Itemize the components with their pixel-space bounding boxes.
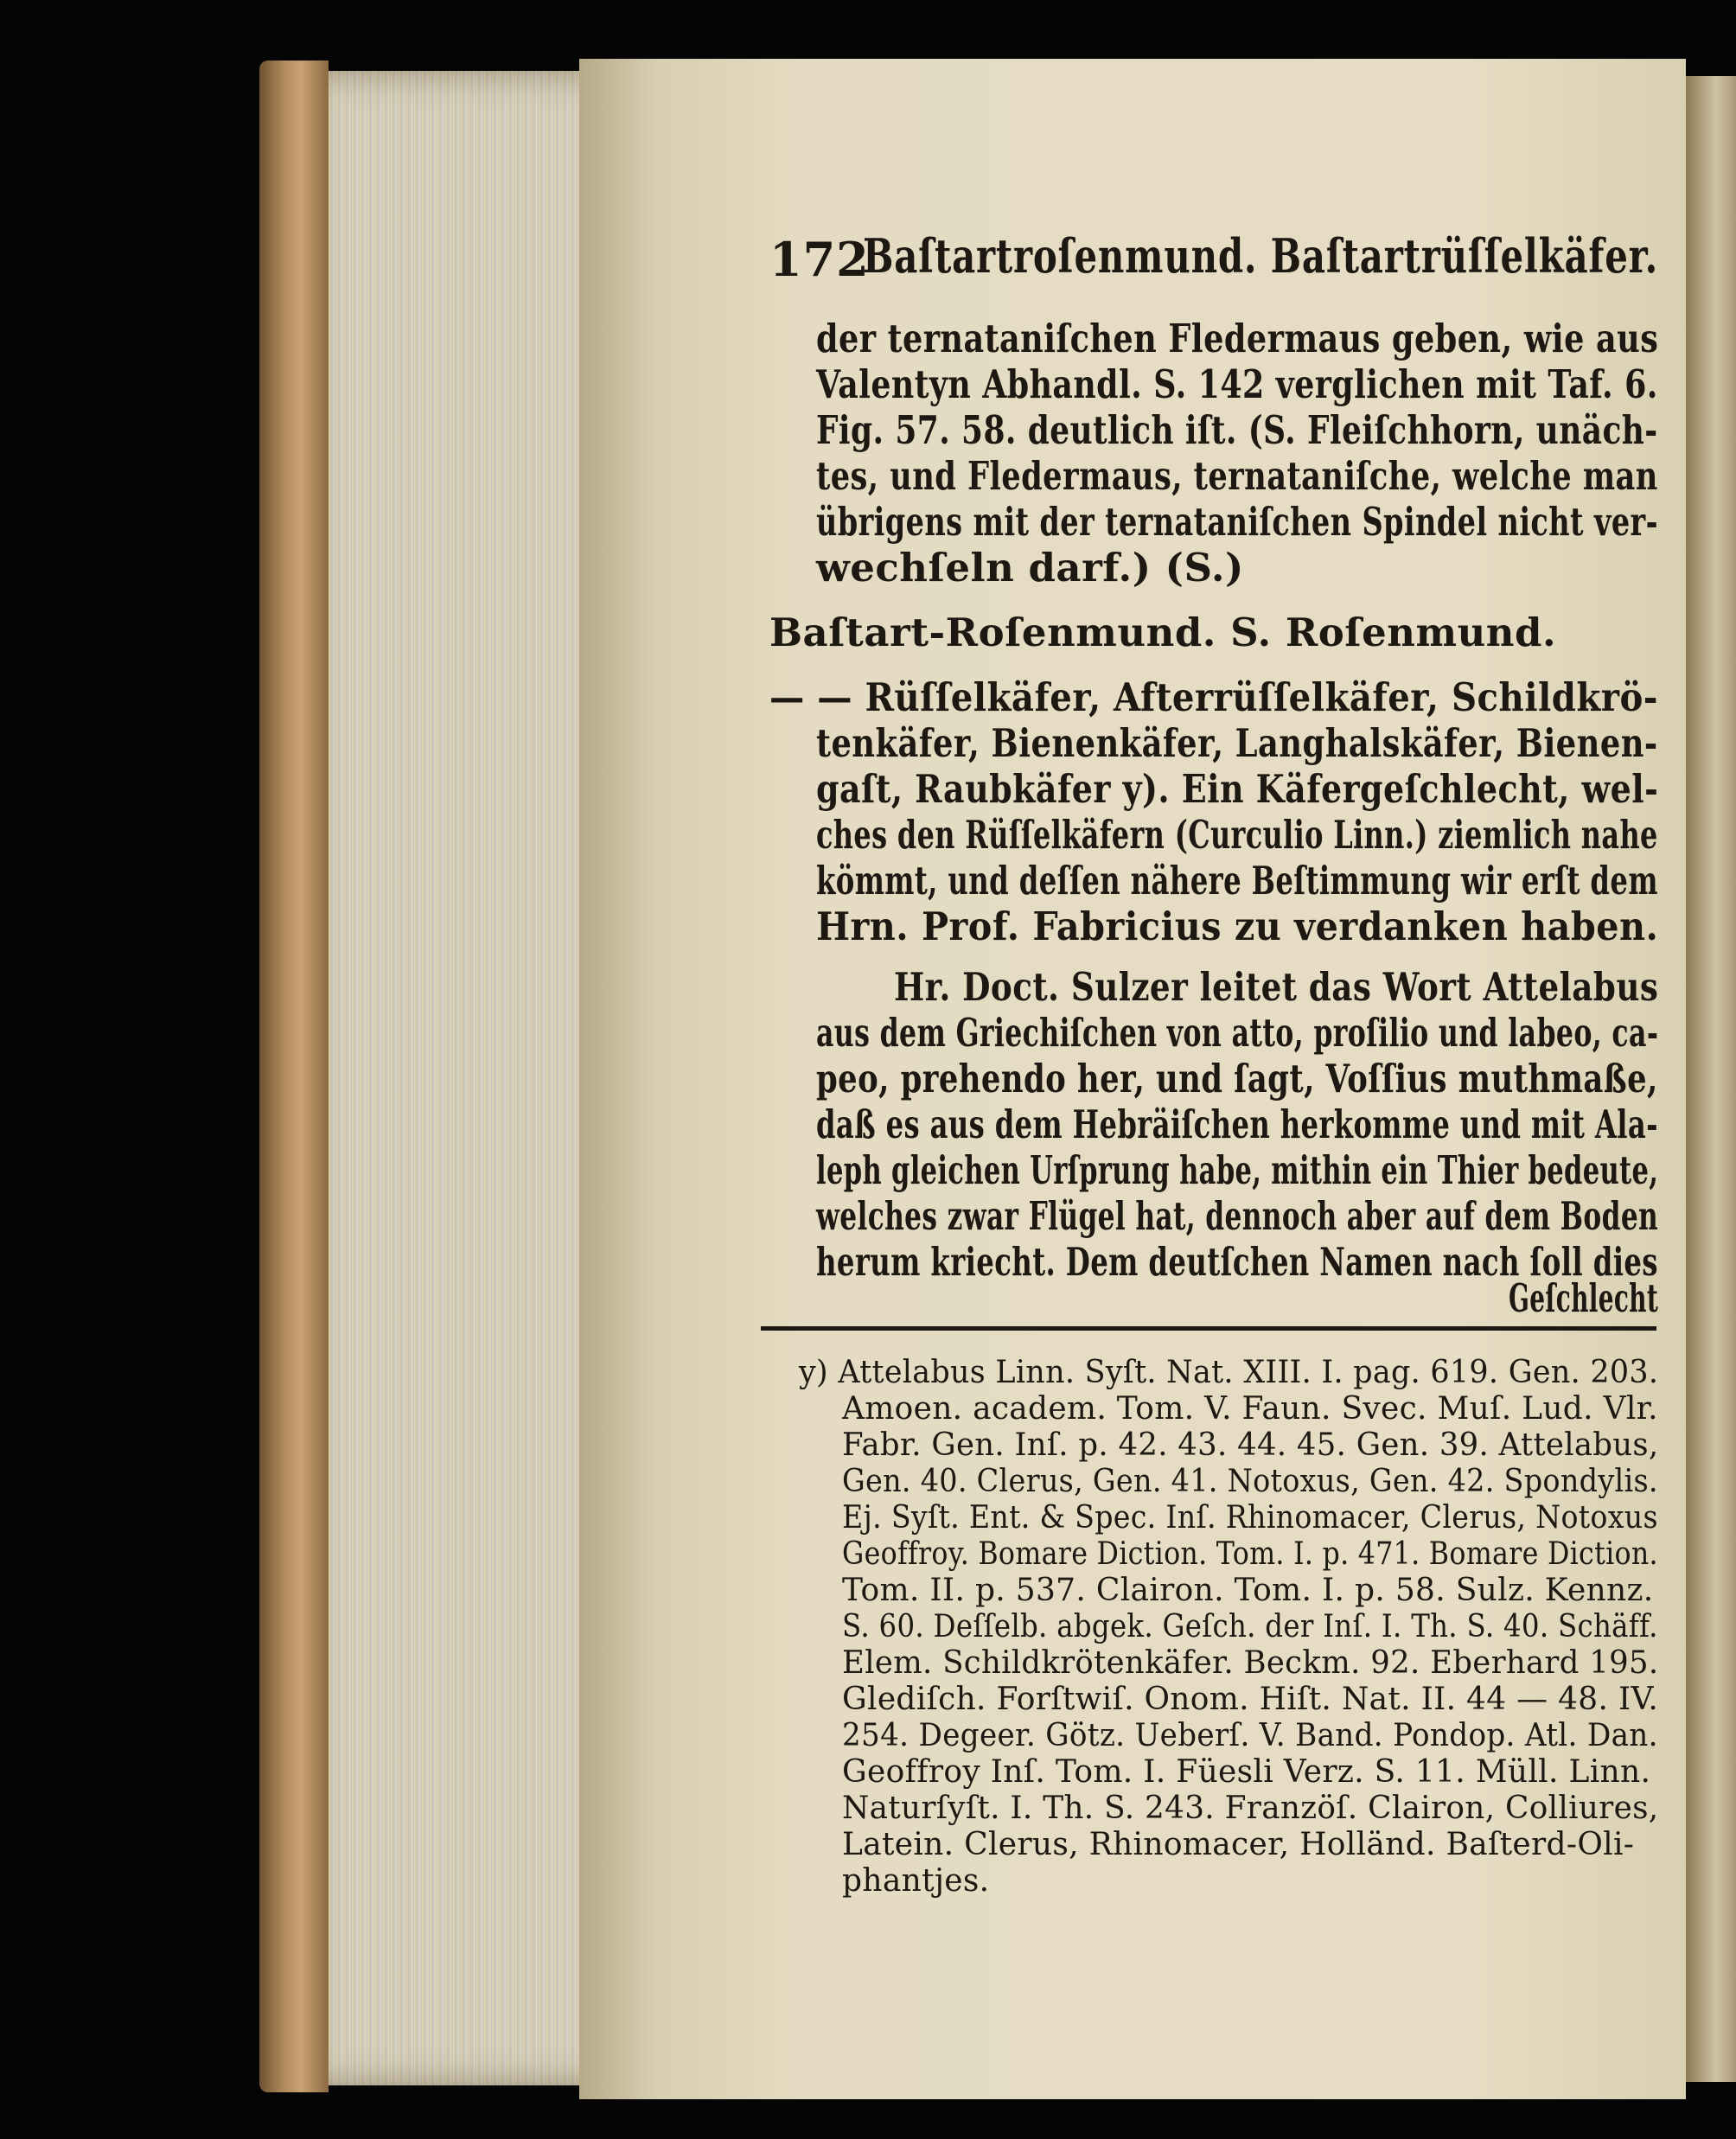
- body-line: gaſt, Raubkäfer y). Ein Käfergeſchlecht, wel-: [816, 766, 1659, 812]
- footnote-line: Naturſyſt. I. Th. S. 243. Franzöſ. Clairon, Colliures,: [842, 1791, 1659, 1826]
- body-line: leph gleichen Urſprung habe, mithin ein Thier bedeute,: [816, 1147, 1659, 1193]
- body-line: peo, prehendo her, und ſagt, Voſſius muthmaße,: [816, 1056, 1658, 1101]
- body-line: übrigens mit der ternataniſchen Spindel nicht ver-: [816, 499, 1658, 545]
- footnote-line: Fabr. Gen. Inſ. p. 42. 43. 44. 45. Gen. 39. Attelabus,: [842, 1427, 1659, 1463]
- footnote-line: S. 60. Deſſelb. abgek. Geſch. der Inſ. I. Th. S. 40. Schäff.: [842, 1609, 1658, 1644]
- running-title: Baſtartroſenmund. Baſtartrüſſelkäfer.: [863, 228, 1659, 284]
- entry-heading: Baſtart-Roſenmund. S. Roſenmund.: [769, 610, 1557, 655]
- body-line: tenkäfer, Bienenkäfer, Langhalskäfer, Bienen-: [816, 720, 1658, 766]
- footnote-line: Tom. II. p. 537. Clairon. Tom. I. p. 58. Sulz. Kennz.: [842, 1573, 1654, 1608]
- footnote-line: Geoffroy Inſ. Tom. I. Füesli Verz. S. 11. Müll. Linn.: [842, 1754, 1651, 1790]
- body-line: Hrn. Prof. Fabricius zu verdanken haben.: [816, 903, 1659, 949]
- book-spine: [259, 61, 329, 2092]
- footnote-line: Amoen. academ. Tom. V. Faun. Svec. Muſ. Lud. Vlr.: [842, 1391, 1658, 1427]
- footnote-line: Latein. Clerus, Rhinomacer, Holländ. Baſterd-Oli-: [842, 1827, 1635, 1862]
- body-line: der ternataniſchen Fledermaus geben, wie aus: [816, 316, 1659, 361]
- footnote-line: y) Attelabus Linn. Syſt. Nat. XIII. I. pag. 619. Gen. 203.: [799, 1355, 1659, 1390]
- footnote-line: 254. Degeer. Götz. Ueberſ. V. Band. Pondop. Atl. Dan.: [842, 1718, 1658, 1753]
- footnote-line: Glediſch. Forſtwiſ. Onom. Hiſt. Nat. II. 44 — 48. IV.: [842, 1682, 1659, 1717]
- footnote-line: Elem. Schildkrötenkäfer. Beckm. 92. Eberhard 195.: [842, 1645, 1659, 1681]
- footnote-line: Gen. 40. Clerus, Gen. 41. Notoxus, Gen. 42. Spondylis.: [842, 1464, 1658, 1499]
- body-line: — — Rüſſelkäfer, Afterrüſſelkäfer, Schildkrö-: [769, 674, 1658, 720]
- body-line: ches den Rüſſelkäfern (Curculio Linn.) ziemlich nahe: [816, 812, 1658, 858]
- body-line: Hr. Doct. Sulzer leitet das Wort Attelabus: [894, 964, 1659, 1010]
- page-number: 172: [769, 232, 870, 287]
- body-line: daß es aus dem Hebräiſchen herkomme und mit Ala-: [816, 1101, 1658, 1147]
- catchword: Geſchlecht: [1509, 1275, 1659, 1321]
- body-line: Fig. 57. 58. deutlich iſt. (S. Fleiſchhorn, unäch-: [816, 407, 1658, 453]
- body-line: kömmt, und deſſen nähere Beſtimmung wir erſt dem: [816, 858, 1658, 903]
- footnote-line: Geoffroy. Bomare Diction. Tom. I. p. 471. Bomare Diction.: [842, 1536, 1658, 1572]
- body-line: wechſeln darf.) (S.): [816, 545, 1244, 591]
- footnote-line: phantjes.: [842, 1863, 990, 1899]
- body-line: welches zwar Flügel hat, dennoch aber auf dem Boden: [816, 1193, 1659, 1239]
- footnote-line: Ej. Syſt. Ent. & Spec. Inſ. Rhinomacer, Clerus, Notoxus: [842, 1500, 1658, 1536]
- body-line: tes, und Fledermaus, ternataniſche, welche man: [816, 453, 1658, 499]
- footnote-rule: [761, 1326, 1656, 1331]
- body-line: Valentyn Abhandl. S. 142 verglichen mit Taf. 6.: [816, 361, 1658, 407]
- facing-page-edge: [1686, 76, 1736, 2082]
- body-line: herum kriecht. Dem deutſchen Namen nach ſoll dies: [816, 1239, 1658, 1285]
- body-line: aus dem Griechiſchen von atto, proſilio und labeo, ca-: [816, 1010, 1659, 1056]
